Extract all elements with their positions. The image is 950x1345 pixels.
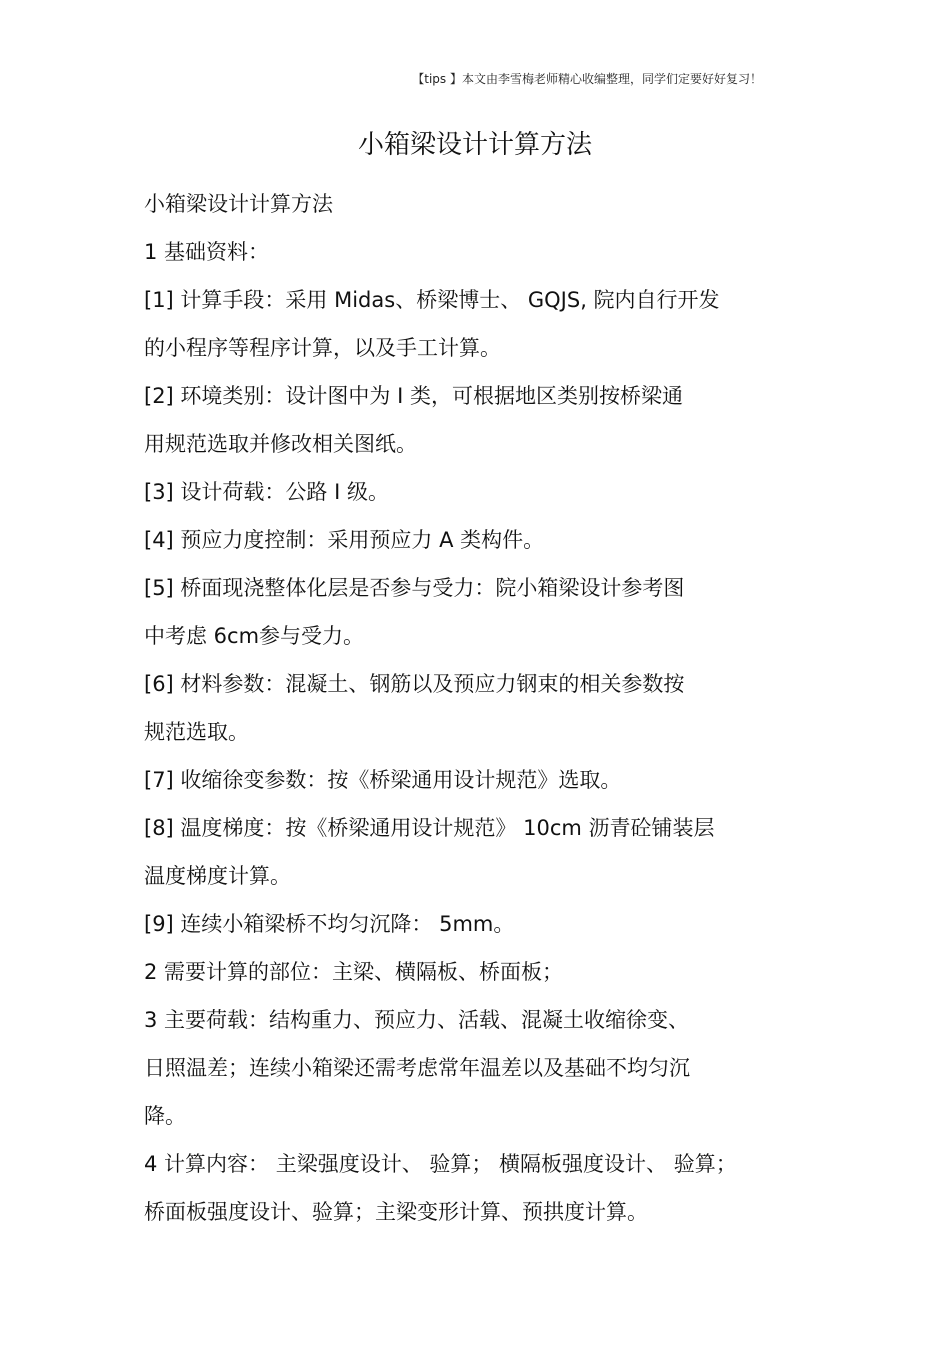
body-line: 的小程序等程序计算，以及手工计算。 bbox=[144, 336, 501, 360]
body-line: [5] 桥面现浇整体化层是否参与受力：院小箱梁设计参考图 bbox=[144, 576, 685, 600]
body-line: 桥面板强度设计、验算；主梁变形计算、预拱度计算。 bbox=[144, 1200, 648, 1224]
body-line: [2] 环境类别：设计图中为 I 类，可根据地区类别按桥梁通 bbox=[144, 384, 683, 408]
body-line: 2 需要计算的部位：主梁、横隔板、桥面板； bbox=[144, 960, 564, 984]
body-line: [9] 连续小箱梁桥不均匀沉降： 5mm。 bbox=[144, 912, 515, 936]
body-line: 降。 bbox=[144, 1104, 186, 1128]
body-line: 1 基础资料： bbox=[144, 240, 270, 264]
body-line: 温度梯度计算。 bbox=[144, 864, 291, 888]
body-line: 用规范选取并修改相关图纸。 bbox=[144, 432, 417, 456]
body-line: [8] 温度梯度：按《桥梁通用设计规范》 10cm 沥青砼铺装层 bbox=[144, 816, 715, 840]
document-body bbox=[144, 180, 824, 1236]
body-line: 小箱梁设计计算方法 bbox=[144, 192, 333, 216]
body-line: [7] 收缩徐变参数：按《桥梁通用设计规范》选取。 bbox=[144, 768, 622, 792]
body-line: 4 计算内容： 主梁强度设计、 验算； 横隔板强度设计、 验算； bbox=[144, 1152, 737, 1176]
body-line: 规范选取。 bbox=[144, 720, 249, 744]
body-line: 日照温差；连续小箱梁还需考虑常年温差以及基础不均匀沉 bbox=[144, 1056, 690, 1080]
body-line: [3] 设计荷载：公路 I 级。 bbox=[144, 480, 389, 504]
body-line: [4] 预应力度控制：采用预应力 A 类构件。 bbox=[144, 528, 545, 552]
body-line: [1] 计算手段：采用 Midas、桥梁博士、 GQJS, 院内自行开发 bbox=[144, 288, 720, 312]
header-tip: 【tips 】本文由李雪梅老师精心收编整理，同学们定要好好复习！ bbox=[412, 72, 762, 86]
body-line: 中考虑 6cm参与受力。 bbox=[144, 624, 365, 648]
body-line: [6] 材料参数：混凝土、钢筋以及预应力钢束的相关参数按 bbox=[144, 672, 685, 696]
body-line: 3 主要荷载：结构重力、预应力、活载、混凝土收缩徐变、 bbox=[144, 1008, 690, 1032]
document-title: 小箱梁设计计算方法 bbox=[357, 130, 592, 160]
